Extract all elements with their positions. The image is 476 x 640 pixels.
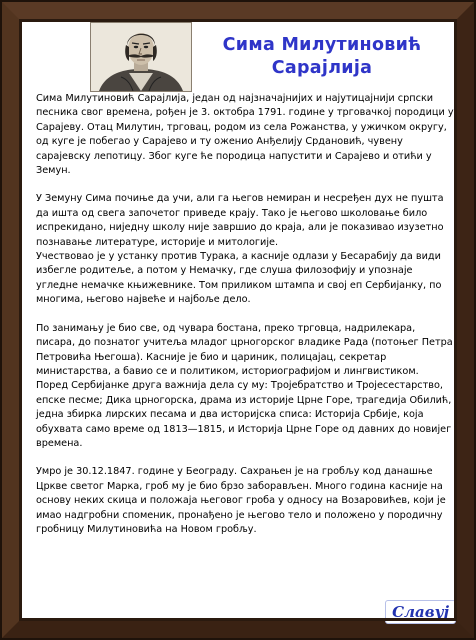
paragraph-uprising: Учествовао је у устанку против Турака, а касније одлази у Бесарабију да види избегле родитеље, а потом у Немачку, где слуша филозофију и упознаје угледне немачке књижевнике. Том приликом штампа и свој еп Сербијанку, по многима, његово највеће и најбоље дело. <box>36 251 442 306</box>
title-line-1: Сима Милутиновић <box>222 35 422 55</box>
portrait-image <box>90 22 192 92</box>
author-signature: Славуј <box>385 600 456 624</box>
title-line-2: Сарајлија <box>271 58 373 78</box>
biography-text <box>36 92 454 537</box>
portrait-engraving-icon <box>91 23 191 91</box>
paragraph-birth: Сима Милутиновић Сарајлија, један од најзначајнијих и најутицајнији српски песника свог времена, рођен је 3. октобра 1791. године у трговачкој породици у Сарајеву. Отац Милутин, трговац, родом из села Рожанства, у ужичком округу, од куге је побегао у Сарајево и ту оженио Анђелију Срдановић, чувену сарајевску лепотицу. Због куге ће породица напустити и Сарајево и отићи у Земун. <box>36 93 454 177</box>
paragraph-death: Умро је 30.12.1847. године у Београду. Сахрањен је на гробљу код данашње Цркве светог Марка, гроб му је био брзо заборављен. Много година касније на основу неких скица и положаја његовог гроба у односу на Возаровићев, који је имао надгробни споменик, пронађено је његово тело и положено у породичну гробницу Милутиновића на Новом гробљу. <box>36 466 446 535</box>
page-title <box>197 34 447 80</box>
paragraph-education: У Земуну Сима почиње да учи, али га његов немиран и несређен дух не пушта да ишта од свега започетог приведе крају. Тако је његово школовање било испрекидано, ниједну школу није завршио до краја, али је показивао изузетно познавање литературе, историје и митологије. <box>36 193 444 248</box>
paragraph-occupation: По занимању је био све, од чувара бостана, преко трговца, надрилекара, писара, до познатог учитеља младог црногорског владике Рада (потоњег Петра Петровића Његоша). Касније је био и цариник, полицајац, секретар министарства, а бавио се и политиком, историографијом и лингвистиком. <box>36 322 453 377</box>
paragraph-works: Поред Сербијанке друга важнија дела су му: Тројебратство и Тројесестарство, епске песме; Дика црногорска, драма из историје Црне Горе, трагедија Обилић, једна збирка лирских песама и два историјска списа: Историја Србије, која обухвата само време од 1813—1815, и Историја Црне Горе од давних до новијег времена. <box>36 380 452 449</box>
